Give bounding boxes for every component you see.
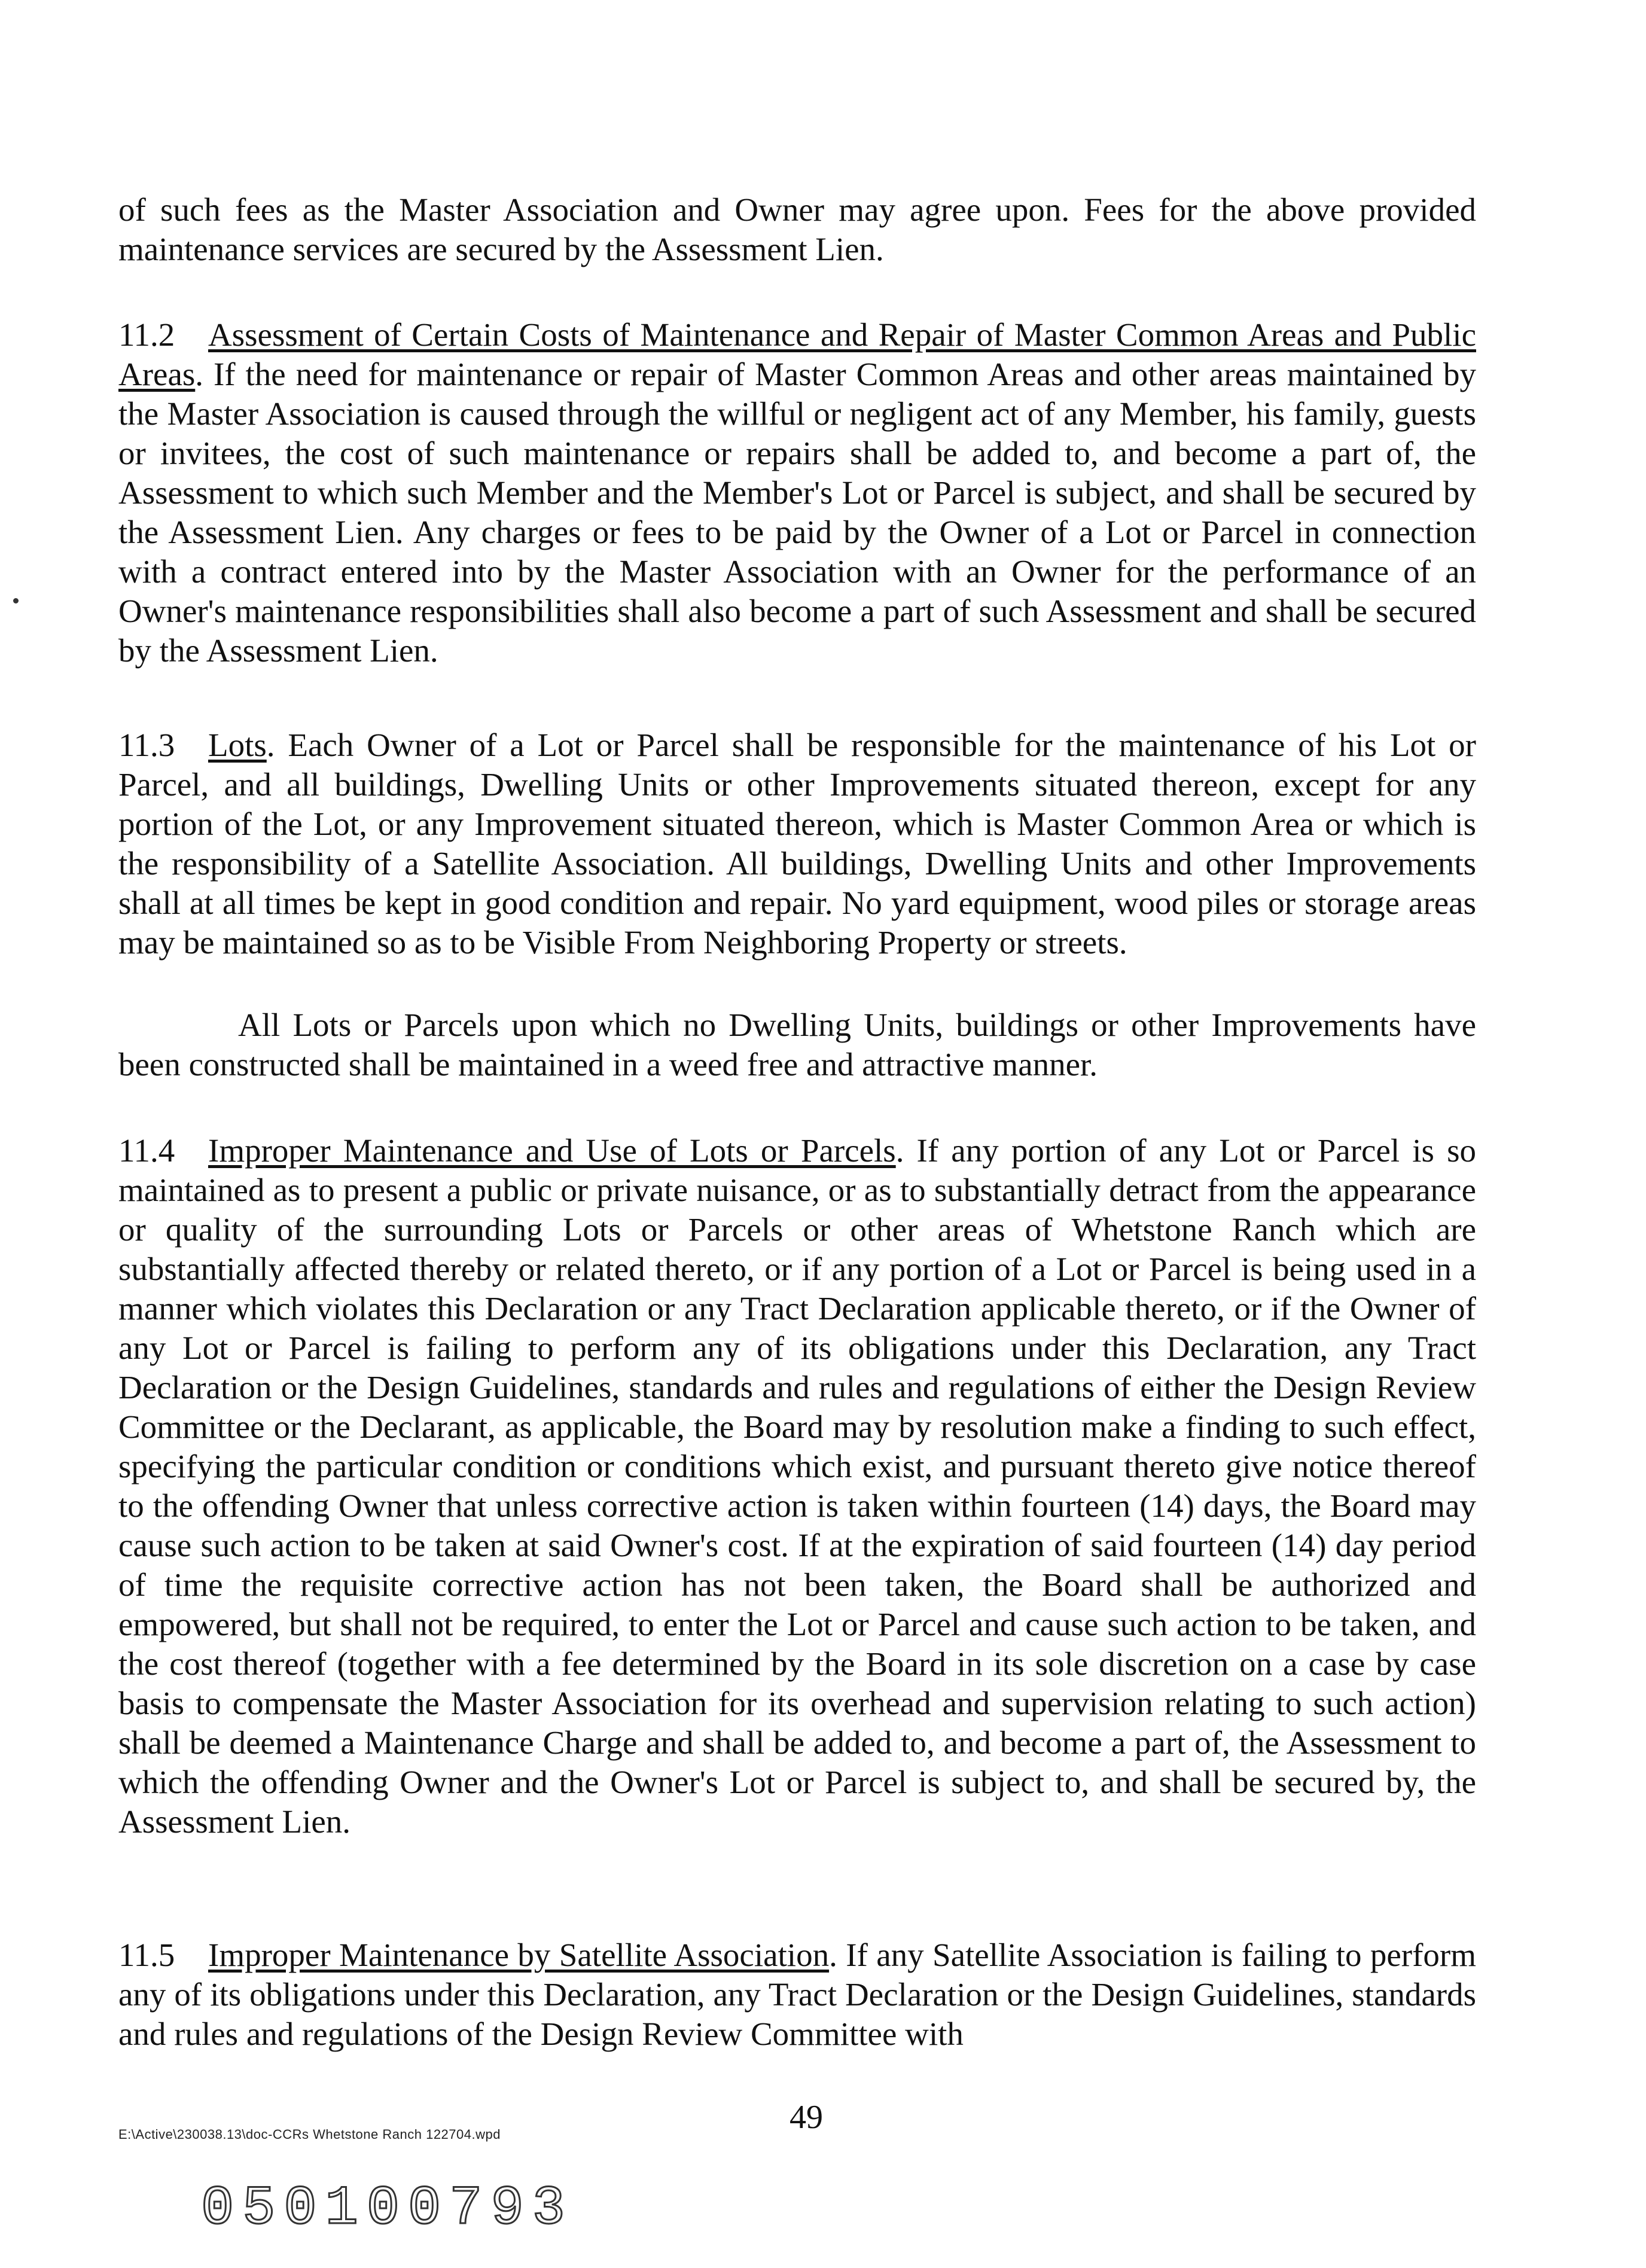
section-11-2 bbox=[118, 315, 1476, 670]
section-title: Improper Maintenance by Satellite Association bbox=[208, 1937, 830, 1973]
section-body: . If the need for maintenance or repair of Master Common Areas and other areas maintained by the Master Association is caused through the willful or negligent act of any Member, his family, guests or invitees, the cost of such maintenance or repairs shall be added to, and become a part of, the Assessment to which such Member and the Member's Lot or Parcel is subject, and shall be secured by the Assessment Lien. Any charges or fees to be paid by the Owner of a Lot or Parcel in connection with a contract entered into by the Master Association with an Owner for the performance of an Owner's maintenance responsibilities shall also become a part of such Assessment and shall be secured by the Assessment Lien. bbox=[118, 356, 1476, 669]
section-number: 11.5 bbox=[118, 1937, 175, 1973]
section-number: 11.2 bbox=[118, 316, 175, 353]
section-11-5 bbox=[118, 1935, 1476, 2054]
section-title: Improper Maintenance and Use of Lots or Parcels bbox=[208, 1132, 896, 1169]
section-title: Lots bbox=[208, 727, 267, 763]
intro-paragraph: of such fees as the Master Association and Owner may agree upon. Fees for the above provided maintenance services are secured by the Assessment Lien. bbox=[118, 191, 1476, 267]
section-11-4 bbox=[118, 1131, 1476, 1842]
section-title: Assessment of Certain Costs of Maintenance and Repair of Master Common Areas and Public Areas bbox=[118, 316, 1476, 392]
margin-mark bbox=[13, 598, 19, 603]
section-number: 11.3 bbox=[118, 727, 175, 763]
document-number-stamp: 050100793 bbox=[201, 2177, 574, 2240]
section-body: . If any Satellite Association is failing to perform any of its obligations under this Declaration, any Tract Declaration or the Design Guidelines, standards and rules and regulations of the Design Review Committee with bbox=[118, 1937, 1476, 2052]
section-11-3 bbox=[118, 725, 1476, 962]
page-number: 49 bbox=[790, 2099, 823, 2136]
section-body: . Each Owner of a Lot or Parcel shall be responsible for the maintenance of his Lot or Parcel, and all buildings, Dwelling Units or other Improvements situated thereon, except for any portion of the Lot, or any Improvement situated thereon, which is Master Common Area or which is the responsibility of a Satellite Association. All buildings, Dwelling Units and other Improvements shall at all times be kept in good condition and repair. No yard equipment, wood piles or storage areas may be maintained so as to be Visible From Neighboring Property or streets. bbox=[118, 727, 1476, 961]
lots-paragraph-2: All Lots or Parcels upon which no Dwelling Units, buildings or other Improvements have been constructed shall be maintained in a weed free and attractive manner. bbox=[118, 1007, 1476, 1083]
footer-file-path: E:\Active\230038.13\doc-CCRs Whetstone Ranch 122704.wpd bbox=[118, 2127, 501, 2142]
section-number: 11.4 bbox=[118, 1132, 175, 1169]
section-body: . If any portion of any Lot or Parcel is so maintained as to present a public or private nuisance, or as to substantially detract from the appearance or quality of the surrounding Lots or Parcels or other areas of Whetstone Ranch which are substantially affected thereby or related thereto, or if any portion of a Lot or Parcel is being used in a manner which violates this Declaration or any Tract Declaration applicable thereto, or if the Owner of any Lot or Parcel is failing to perform any of its obligations under this Declaration, any Tract Declaration or the Design Guidelines, standards and rules and regulations of either the Design Review Committee or the Declarant, as applicable, the Board may by resolution make a finding to such effect, specifying the particular condition or conditions which exist, and pursuant thereto give notice thereof to the offending Owner that unless corrective action is taken within fourteen (14) days, the Board may cause such action to be taken at said Owner's cost. If at the expiration of said fourteen (14) day period of time the requisite corrective action has not been taken, the Board shall be authorized and empowered, but shall not be required, to enter the Lot or Parcel and cause such action to be taken, and the cost thereof (together with a fee determined by the Board in its sole discretion on a case by case basis to compensate the Master Association for its overhead and supervision relating to such action) shall be deemed a Maintenance Charge and shall be added to, and become a part of, the Assessment to which the offending Owner and the Owner's Lot or Parcel is subject to, and shall be secured by, the Assessment Lien. bbox=[118, 1132, 1476, 1840]
